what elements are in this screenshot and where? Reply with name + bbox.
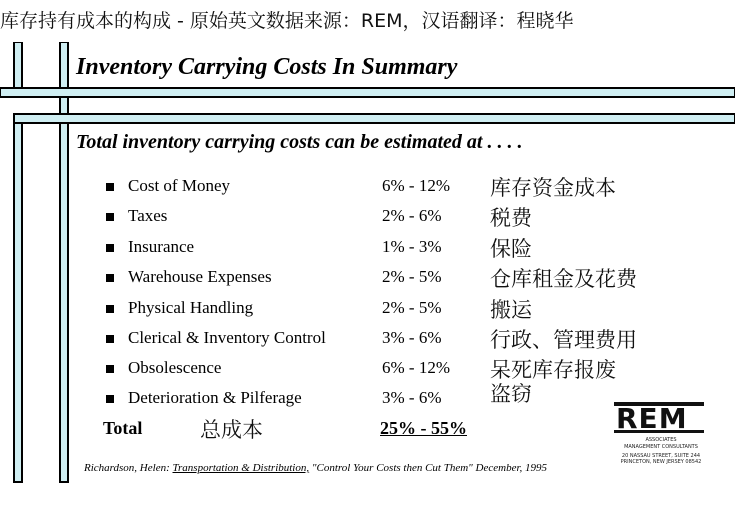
slide-subtitle: Total inventory carrying costs can be estimated at . . . .	[76, 131, 523, 153]
slide	[0, 42, 735, 512]
list-item	[0, 296, 735, 324]
item-label: Cost of Money	[128, 176, 230, 195]
page-caption: 库存持有成本的构成 - 原始英文数据来源：REM，汉语翻译：程晓华	[0, 10, 574, 32]
item-label: Taxes	[128, 206, 168, 225]
item-label: Deterioration & Pilferage	[128, 388, 302, 407]
bullet-icon	[106, 274, 114, 282]
bullet-icon	[106, 183, 114, 191]
bullet-icon	[106, 305, 114, 313]
total-range: 25% - 55%	[380, 418, 467, 438]
item-range: 1% - 3%	[382, 237, 442, 256]
item-label: Insurance	[128, 237, 195, 256]
item-translation: 呆死库存报废	[490, 358, 616, 382]
citation	[84, 462, 547, 474]
item-range: 2% - 5%	[382, 267, 442, 286]
item-label: Obsolescence	[128, 358, 222, 377]
list-item	[0, 326, 735, 354]
list-item	[0, 174, 735, 202]
item-label: Clerical & Inventory Control	[128, 328, 326, 347]
list-item	[0, 356, 735, 384]
item-range: 2% - 6%	[382, 206, 442, 225]
citation-author: Richardson, Helen:	[84, 462, 173, 474]
logo-line: MANAGEMENT CONSULTANTS	[624, 444, 698, 450]
item-range: 3% - 6%	[382, 388, 442, 407]
citation-work: Transportation & Distribution,	[172, 462, 310, 474]
item-translation: 行政、管理费用	[490, 328, 637, 352]
total-label: Total	[103, 418, 143, 438]
slide-title: Inventory Carrying Costs In Summary	[76, 54, 458, 80]
item-label: Warehouse Expenses	[128, 267, 272, 286]
logo-line: PRINCETON, NEW JERSEY 08542	[620, 459, 702, 465]
logo-line: ASSOCIATES	[645, 437, 677, 443]
bullet-icon	[106, 335, 114, 343]
rem-logo	[612, 400, 708, 470]
bullet-icon	[106, 244, 114, 252]
item-label: Physical Handling	[128, 298, 254, 317]
list-item	[0, 235, 735, 263]
item-translation: 库存资金成本	[490, 176, 616, 200]
item-translation: 保险	[490, 237, 532, 261]
item-range: 3% - 6%	[382, 328, 442, 347]
item-translation: 仓库租金及花费	[490, 267, 637, 291]
total-translation: 总成本	[200, 418, 263, 442]
bullet-icon	[106, 213, 114, 221]
citation-title: "Control Your Costs then Cut Them" December, 1995	[309, 462, 548, 474]
item-range: 6% - 12%	[382, 176, 450, 195]
bullet-icon	[106, 365, 114, 373]
logo-letters: REM	[616, 402, 688, 435]
list-item	[0, 265, 735, 293]
item-translation: 盗窃	[490, 382, 532, 406]
item-range: 2% - 5%	[382, 298, 442, 317]
item-range: 6% - 12%	[382, 358, 450, 377]
item-translation: 税费	[490, 206, 532, 230]
bullet-icon	[106, 395, 114, 403]
item-translation: 搬运	[490, 298, 532, 322]
list-item	[0, 204, 735, 232]
logo-line: 20 NASSAU STREET, SUITE 244	[621, 453, 701, 459]
